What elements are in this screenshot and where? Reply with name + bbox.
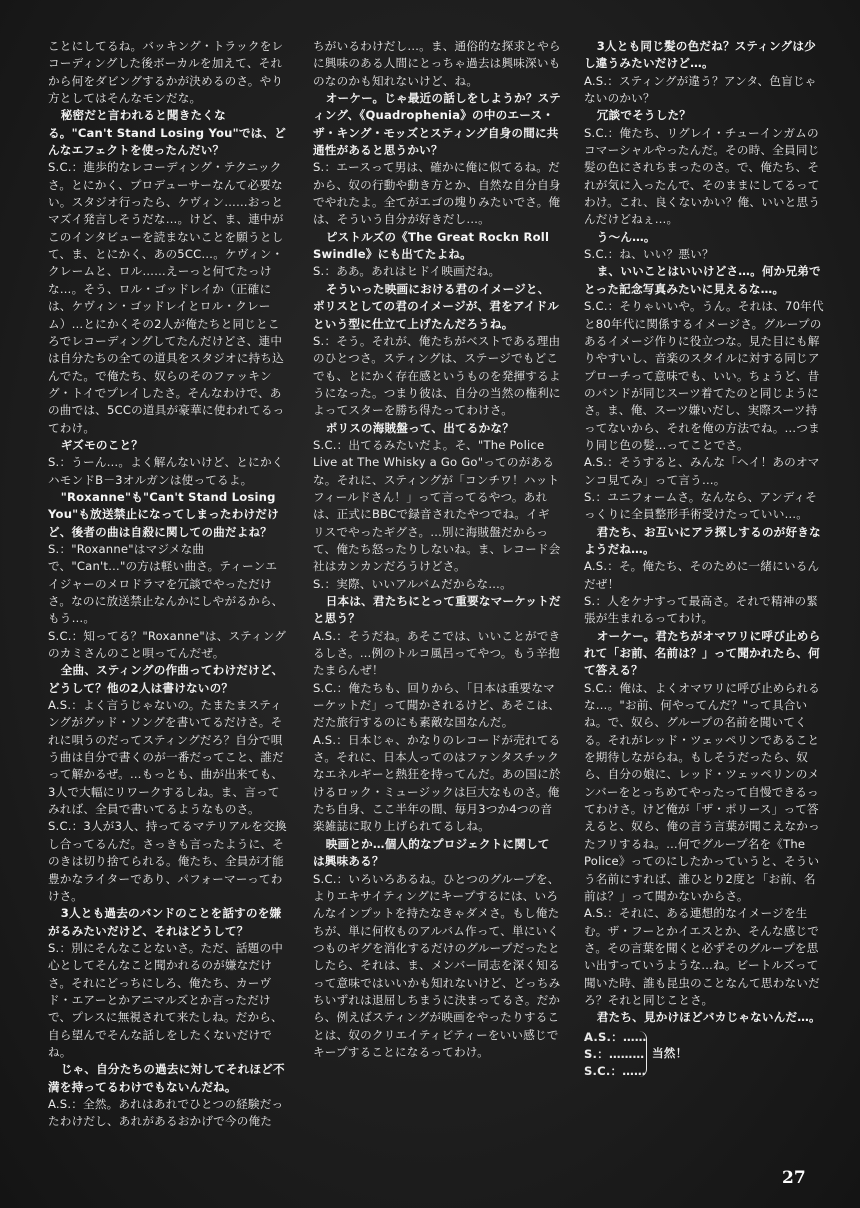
- interview-answer: A.S.：そうすると、みんな「ヘイ！あのオマンコ見てみ」って言う…。: [584, 455, 820, 487]
- interview-answer: S.：うーん…。よく解んないけど、とにかくハモンドB－3オルガンは使ってるよ。: [48, 455, 284, 487]
- text-column-middle: [313, 38, 561, 1061]
- signoff-line-s: S.：………: [584, 1046, 645, 1061]
- interview-answer: S.：エースって男は、確かに俺に似てるね。だから、奴の行動や動き方とか、自然な自分自身でやれたよ。全てがエゴの塊りみたいでさ。俺は、そういう自分が好きだし…。: [313, 160, 561, 227]
- interviewer-question: そういった映画における君のイメージと、ポリスとしての君のイメージが、君をアイドルという型に仕立て上げたんだろうね。: [313, 281, 560, 331]
- interviewer-question: 君たち、お互いにアラ探しするのが好きなようだね…。: [584, 524, 821, 556]
- interviewer-question: ギズモのこと？: [60, 437, 144, 452]
- interview-answer: ことにしてるね。バッキング・トラックをレコーディングした後ボーカルを加えて、それから何をダビングするかが決めるのさ。やり方としてはそんなモンだな。: [48, 39, 284, 106]
- interviewer-question: 映画とか…個人的なプロジェクトに関しては興味ある？: [313, 836, 550, 869]
- interview-answer: A.S.：そ。俺たち、そのために一緒にいるんだぜ！: [584, 559, 820, 591]
- interview-answer: S.C.：いろいろあるね。ひとつのグループを、よりエキサイティングにキープするには、いろんなインプットを持たなきゃダメさ。もし俺たちが、単に何枚ものアルバム作って、単にいくつものギグを消化するだけのグループだったとしたら、それは、ま、メンバー同志を深く知るって意味ではいいかも知れないけど、どっちみちいずれは退屈しちまうに決まってるさ。だから、例えばスティングが映画をやったりすることは、奴のクリエイティビティーをいい感じでキープすることになるってわけ。: [313, 871, 561, 1059]
- interviewer-question: オーケー。君たちがオマワリに呼び止められて「お前、名前は？」って聞かれたら、何て答える？: [584, 628, 821, 678]
- text-column-left: [48, 38, 288, 1131]
- interview-answer: S.C.：そりゃいいや。うん。それは、70年代と80年代に関係するイメージさ。グループのあるイメージ作りに役立つな。見た目にも解りやすいし、音楽のスタイルに対する同じアプローチって意味でも、いい。ちょうど、昔のバンドが同じスーツ着てたのと同じようにさ。ま、俺、スーツ嫌いだし、実際スーツ持ってないから、それを俺の方法でね。…つまり同じ色の髪…ってことでさ。: [584, 299, 824, 452]
- signoff-line-as: A.S.：……: [584, 1029, 647, 1044]
- interviewer-question: 3人とも同じ髪の色だね？スティングは少し違うみたいだけど…。: [584, 39, 816, 71]
- interviewer-question: ま、いいことはいいけどさ…。何か兄弟でとった記念写真みたいに見えるな…。: [584, 264, 821, 296]
- interview-answer: S.：実際、いいアルバムだからな…。: [313, 576, 512, 591]
- interview-answer: S.："Roxanne"はマジメな曲で、"Can't…"の方は軽い曲さ。ティーンエイジャーのメロドラマを冗談でやっただけさ。なのに放送禁止なんかにしやがるから、もう…。: [48, 541, 284, 626]
- signoff-block: [584, 1029, 824, 1081]
- interviewer-question: う～ん…。: [596, 229, 656, 244]
- interview-answer: A.S.：そうだね。あそこでは、いいことができるしさ。…例のトルコ風呂ってやつ。もう辛抱たまらんぜ！: [313, 628, 561, 678]
- interview-answer: S.：そう。それが、俺たちがベストである理由のひとつさ。スティングは、ステージでもどこでも、とにかく存在感というものを発揮するようになった。つまり彼は、自分の当然の権利によってスターを勝ち得たってわけさ。: [313, 333, 561, 418]
- interview-answer: S.C.：俺たちも、回りから、「日本は重要なマーケットだ」って聞かされるけど、あそこは、だた旅行するのにも素敵な国なんだ。: [313, 680, 561, 730]
- interview-answer: S.C.：知ってる？"Roxanne"は、スティングのカミさんのこと唄ってんだぜ。: [48, 628, 287, 661]
- interview-answer: S.C.：進歩的なレコーディング・テクニックさ。とにかく、プロデューサーなんて必要ない。スタジオ行ったら、ケヴィン……おっとマズイ発言しそうだな…。けど、ま、連中がこのインタビューを読まないことを願うとして、ま、とにかく、あの5CC…。ケヴィン・クレームと、ロル……えーっと何てたっけな…。そう、ロル・ゴッドレイか（正確には、ケヴィン・ゴッドレイとロル・クレーム）…とにかくその2人が俺たちと同じところでレコーディングしてたんだけどさ、連中は自分たちの全ての道具をスタジオに持ち込んでた。で俺たち、奴らのそのファッキング・トイでプレイしたさ。そんなわけで、あの曲では、5CCの道具が豪華に使われてるってわけ。: [48, 160, 285, 435]
- interview-answer: S.：ユニフォームさ。なんなら、アンディそっくりに全員整形手術受けたっていい…。: [584, 489, 818, 522]
- interviewer-question: ポリスの海賊盤って、出てるかな？: [325, 420, 514, 435]
- interview-answer: S.C.：俺たち、リグレイ・チューインガムのコマーシャルやったんだ。その時、全員同じ髪の色にされちまったのさ。で、俺たち、それが気に入ったんで、そのままにしてるってわけ。これ、良くないかい？俺、いいと思うんだけどねぇ…。: [584, 125, 821, 227]
- interviewer-question: 君たち、見かけほどバカじゃないんだ…。: [596, 1010, 821, 1025]
- interview-answer: A.S.：スティングが違う？アンタ、色盲じゃないのかい？: [584, 73, 817, 106]
- text-column-right-body: [584, 38, 824, 1027]
- interview-answer: A.S.：日本じゃ、かなりのレコードが売れてるさ。それに、日本人ってのはファンタスチックなエネルギーと熱狂を持ってんだ。あの国に於けるロック・ミュージックは巨大なものさ。俺たち自身、ここ半年の間、毎月3つか4つの音楽雑誌に取り上げられてるしね。: [313, 732, 561, 834]
- signoff-word: 当然！: [652, 1045, 688, 1060]
- interview-answer: S.：別にそんなことないさ。ただ、話題の中心としてそんなこと聞かれるのが嫌なだけさ。それにどっちにしろ、俺たち、カーヴド・エアーとかアニマルズとか言っただけで、プレスに無視されて来たしね。だから、自ら望んでそんな話しをしたくないだけでね。: [48, 940, 284, 1059]
- interviewer-question: 日本は、君たちにとって重要なマーケットだと思う？: [313, 594, 561, 626]
- interview-answer: S.：ああ。あれはヒドイ映画だね。: [313, 264, 501, 279]
- interview-answer: A.S.：全然。あれはあれでひとつの経験だったわけだし、あれがあるおかげで今の俺た: [48, 1096, 284, 1129]
- interview-answer: S.C.：3人が3人、持ってるマテリアルを交換し合ってるんだ。さっきも言ったように、そのきは切り捨てられる。俺たち、全員が才能豊かなライターであり、パフォーマーってわけさ。: [48, 819, 287, 903]
- text-column-right: [584, 38, 824, 1081]
- interview-answer: A.S.：それに、ある連想的なイメージを生む。ザ・フーとかイエスとか、そんな感じでさ。その言葉を聞くと必ずそのグループを思い出すっていうような…ね。ビートルズって聞いた時、誰も昆虫のことなんて思わないだろ？それと同じことさ。: [584, 906, 820, 1007]
- interview-answer: S.C.：俺は、よくオマワリに呼び止められるな…。"お前、何やってんだ？"って具合いね。で、奴ら、グループの名前を聞いてくる。それがレッド・ツェッペリンであることを期待しながらね。もしそうだったら、奴ら、自分の娘に、レッド・ツェッペリンのメンバーをとっちめてやったって自慢できるってわけさ。けど俺が「ザ・ポリース」って答えると、奴ら、俺の言う言葉が聞こえなかったフリするね。…何でグループ名を《The Police》ってのにしたかっていうと、そういう名前にすれば、誰ひとり2度と「お前、名前は？」って聞かないからさ。: [584, 680, 820, 903]
- interviewer-question: 全曲、スティングの作曲ってわけだけど、どうして？他の2人は書けないの？: [48, 663, 284, 695]
- interview-answer: S.C.：出てるみたいだよ。そ、"The Police Live at The Whisky a Go Go"ってのがあるな。それに、スティングが「コンチワ！ハットフィールドさん！」って言ってるやつ。あれは、正式にBBCで録音されたやつでね。イギリスでやったギグさ。…別に海賊盤だからって、俺たち怒ったりしないね。ま、レコード会社はカンカンだろうけどさ。: [313, 437, 561, 574]
- interview-answer: A.S.：よく言うじゃないの。たまたまスティングがグッド・ソングを書いてるだけさ。それに唄うのだってスティングだろ？自分で唄う曲は自分で書くのが一番だってこと、誰だって解かるぜ。…もっとも、曲が出来ても、3人で大幅にリワークするしね。ま、言ってみれば、全員で書いてるようなものさ。: [48, 698, 284, 817]
- interviewer-question: じゃ、自分たちの過去に対してそれほど不満を持ってるわけでもないんだね。: [48, 1062, 285, 1094]
- interviewer-question: 3人とも過去のバンドのことを話すのを嫌がるみたいだけど、それはどうして？: [48, 906, 282, 938]
- page-number: 27: [782, 1168, 806, 1188]
- interview-answer: S.：人をケナすって最高さ。それで精神の緊張が生まれるってわけ。: [584, 594, 819, 626]
- interview-answer: ちがいるわけだし…。ま、通俗的な探求とやらに興味のある人間にとっちゃ過去は興味深いものなのかも知れないけど、ね。: [313, 39, 561, 88]
- brace-mark: [638, 1031, 647, 1077]
- interviewer-question: オーケー。じゃ最近の話しをしようか？スティング、《Quadrophenia》の中のエース・ザ・キング・モッズとスティング自身の間に共通性があると思うかい？: [313, 91, 561, 158]
- interviewer-question: "Roxanne"も"Can't Stand Losing You"も放送禁止になってしまったわけだけど、後者の曲は自殺に関しての曲だよね？: [48, 489, 279, 539]
- signoff-line-sc: S.C.：……: [584, 1064, 646, 1079]
- interview-answer: S.C.：ね、いい？悪い？: [584, 247, 714, 262]
- interviewer-question: 冗談でそうした？: [596, 108, 692, 123]
- interviewer-question: 秘密だと言われると聞きたくなる。"Can't Stand Losing You"では、どんなエフェクトを使ったんだい？: [48, 108, 287, 158]
- interviewer-question: ピストルズの《The Great Rockn Roll Swindle》にも出てたよね。: [313, 229, 550, 262]
